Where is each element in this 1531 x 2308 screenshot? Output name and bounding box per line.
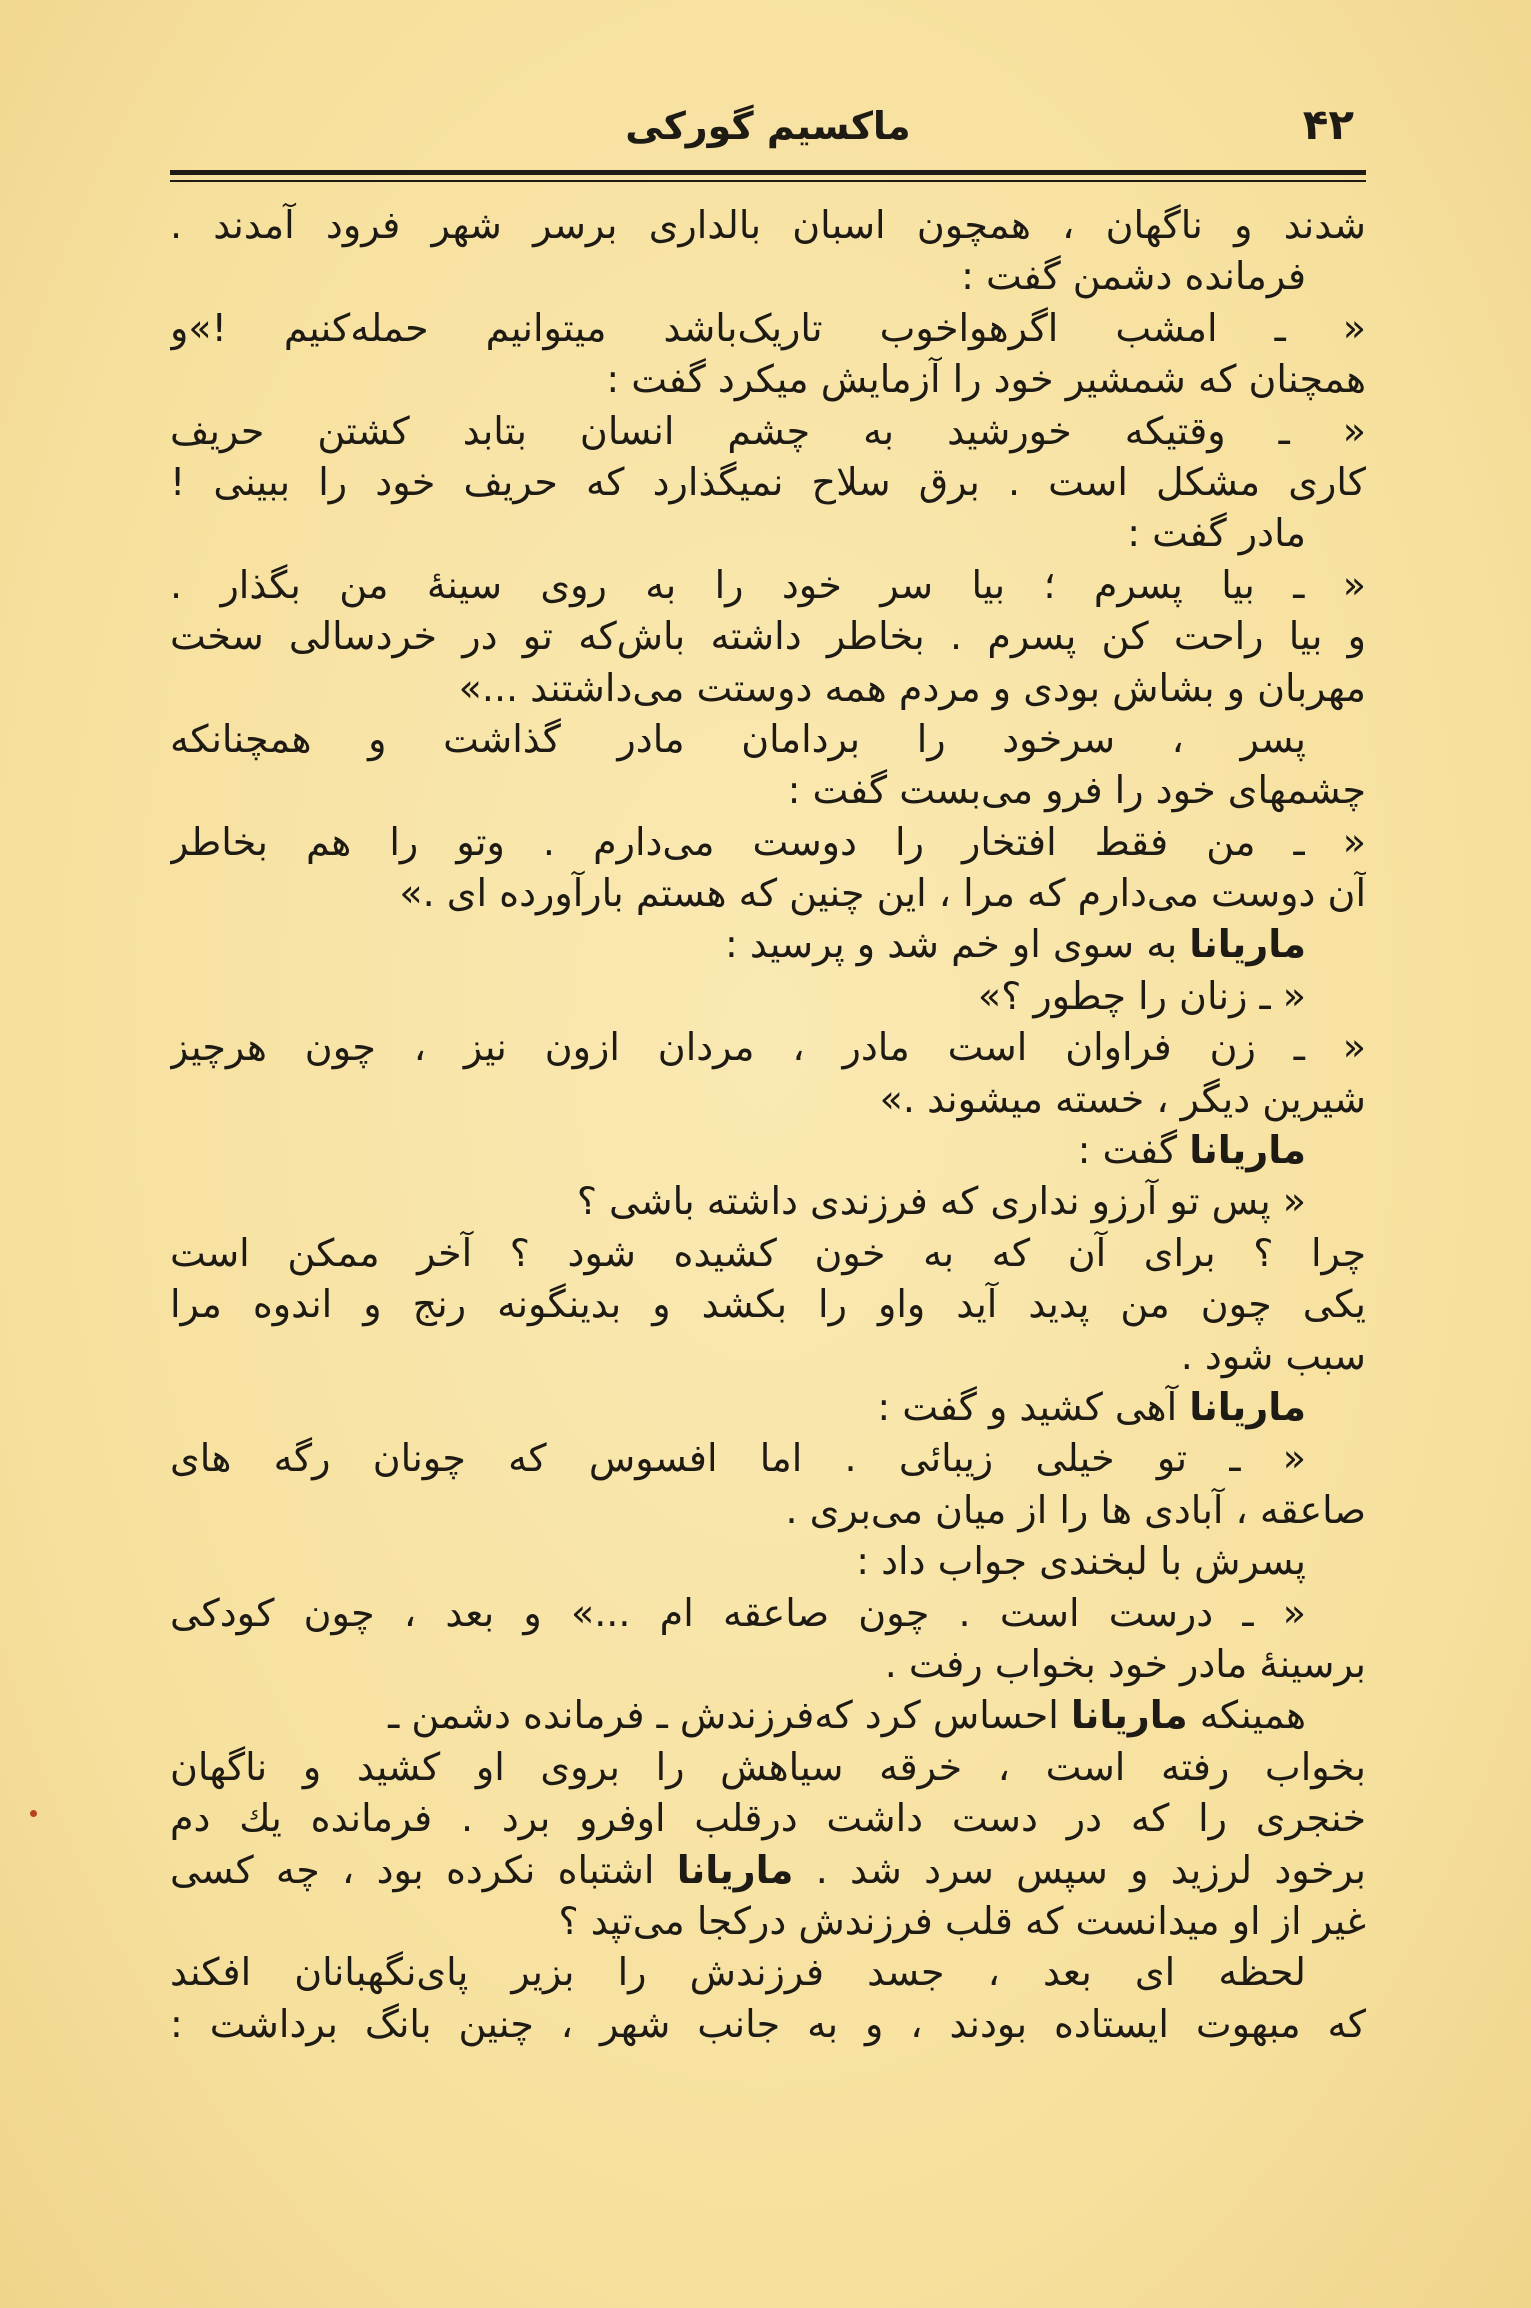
text-line: غیر از او میدانست که قلب فرزندش درکجا می‌تپد ؟ — [558, 1898, 1366, 1943]
text-line: بخواب رفته است ، خرقه سیاهش را بروی او کشید و ناگهان — [170, 1744, 1366, 1789]
text-line: صاعقه ، آبادی ها را از میان می‌بری . — [785, 1487, 1366, 1532]
text-line: « ـ تو خیلی زیبائی . اما افسوس که چونان رگه های — [170, 1436, 1306, 1481]
character-name: ماریانا — [1189, 1128, 1306, 1173]
text-line: پسر ، سرخود را بردامان مادر گذاشت و همچنانکه — [170, 716, 1306, 761]
text-line: پسرش با لبخندی جواب داد : — [856, 1539, 1306, 1584]
header-rule-thick — [170, 170, 1366, 175]
character-name: ماریانا — [1189, 922, 1306, 967]
text-line: « ـ امشب اگرهواخوب تاریک‌باشد میتوانیم حمله‌کنیم !»و — [170, 305, 1366, 350]
text-line: « ـ زنان را چطور ؟» — [977, 973, 1306, 1018]
text-line: سبب شود . — [1180, 1333, 1366, 1378]
text-line: مادر گفت : — [1127, 511, 1306, 556]
text-line: فرمانده دشمن گفت : — [961, 254, 1306, 299]
text-line: ماریانا آهی کشید و گفت : — [877, 1384, 1306, 1429]
text-line: برخود لرزید و سپس سرد شد . ماریانا اشتباه نکرده بود ، چه کسی — [170, 1847, 1366, 1892]
text-line: چرا ؟ برای آن که به خون کشیده شود ؟ آخر ممکن است — [170, 1230, 1366, 1275]
text-line: چشمهای خود را فرو می‌بست گفت : — [787, 768, 1366, 813]
text-line: و بیا راحت کن پسرم . بخاطر داشته باش‌که تو در خردسالی سخت — [170, 614, 1366, 659]
text-line: لحظه ای بعد ، جسد فرزندش را بزیر پای‌نگهبانان افکند — [170, 1950, 1306, 1995]
text-body — [170, 200, 1366, 2050]
text-line: شیرین دیگر ، خسته میشوند .» — [879, 1076, 1366, 1121]
text-line: « ـ زن فراوان است مادر ، مردان ازون نیز ، چون هرچیز — [170, 1025, 1366, 1070]
character-name: ماریانا — [1189, 1384, 1306, 1429]
text-line: ماریانا به سوی او خم شد و پرسید : — [725, 922, 1306, 967]
text-line: خنجری را که در دست داشت درقلب اوفرو برد . فرمانده یك دم — [170, 1796, 1366, 1841]
text-line: « ـ درست است . چون صاعقه ام ...» و بعد ، چون کودکی — [170, 1590, 1306, 1635]
page-number: ۴۲ — [1302, 100, 1354, 149]
text-line: « ـ بیا پسرم ؛ بیا سر خود را به روی سینهٔ من بگذار . — [170, 562, 1366, 607]
text-line: برسینهٔ مادر خود بخواب رفت . — [884, 1641, 1366, 1686]
character-name: ماریانا — [676, 1847, 794, 1892]
text-line: یکی چون من پدید آید واو را بکشد و بدینگونه رنج و اندوه مرا — [170, 1282, 1366, 1327]
running-title: ماکسیم گورکی — [625, 104, 911, 148]
text-line: ماریانا گفت : — [1077, 1128, 1306, 1173]
text-line: آن دوست می‌دارم که مرا ، این چنین که هستم بارآورده ای .» — [399, 871, 1366, 916]
text-line: « ـ من فقط افتخار را دوست می‌دارم . وتو را هم بخاطر — [170, 819, 1366, 864]
text-line: « پس تو آرزو نداری که فرزندی داشته باشی ؟ — [576, 1179, 1306, 1224]
text-line: همچنان که شمشیر خود را آزمایش میکرد گفت : — [606, 357, 1366, 402]
header-rule-thin — [170, 180, 1366, 182]
character-name: ماریانا — [1070, 1693, 1188, 1738]
text-line: کاری مشکل است . برق سلاح نمیگذارد که حریف خود را ببینی ! — [170, 459, 1366, 504]
text-line: شدند و ناگهان ، همچون اسبان بالداری برسر شهر فرود آمدند . — [170, 203, 1366, 247]
text-line: که مبهوت ایستاده بودند ، و به جانب شهر ، چنین بانگ برداشت : — [170, 2001, 1366, 2046]
text-line: « ـ وقتیکه خورشید به چشم انسان بتابد کشتن حریف — [170, 408, 1366, 453]
text-line: همینکه ماریانا احساس کرد که‌فرزندش ـ فرمانده دشمن ـ — [388, 1693, 1306, 1738]
text-line: مهربان و بشاش بودی و مردم همه دوستت می‌داشتند ...» — [458, 665, 1366, 710]
page-header — [170, 100, 1366, 168]
paper-speck — [30, 1810, 37, 1817]
